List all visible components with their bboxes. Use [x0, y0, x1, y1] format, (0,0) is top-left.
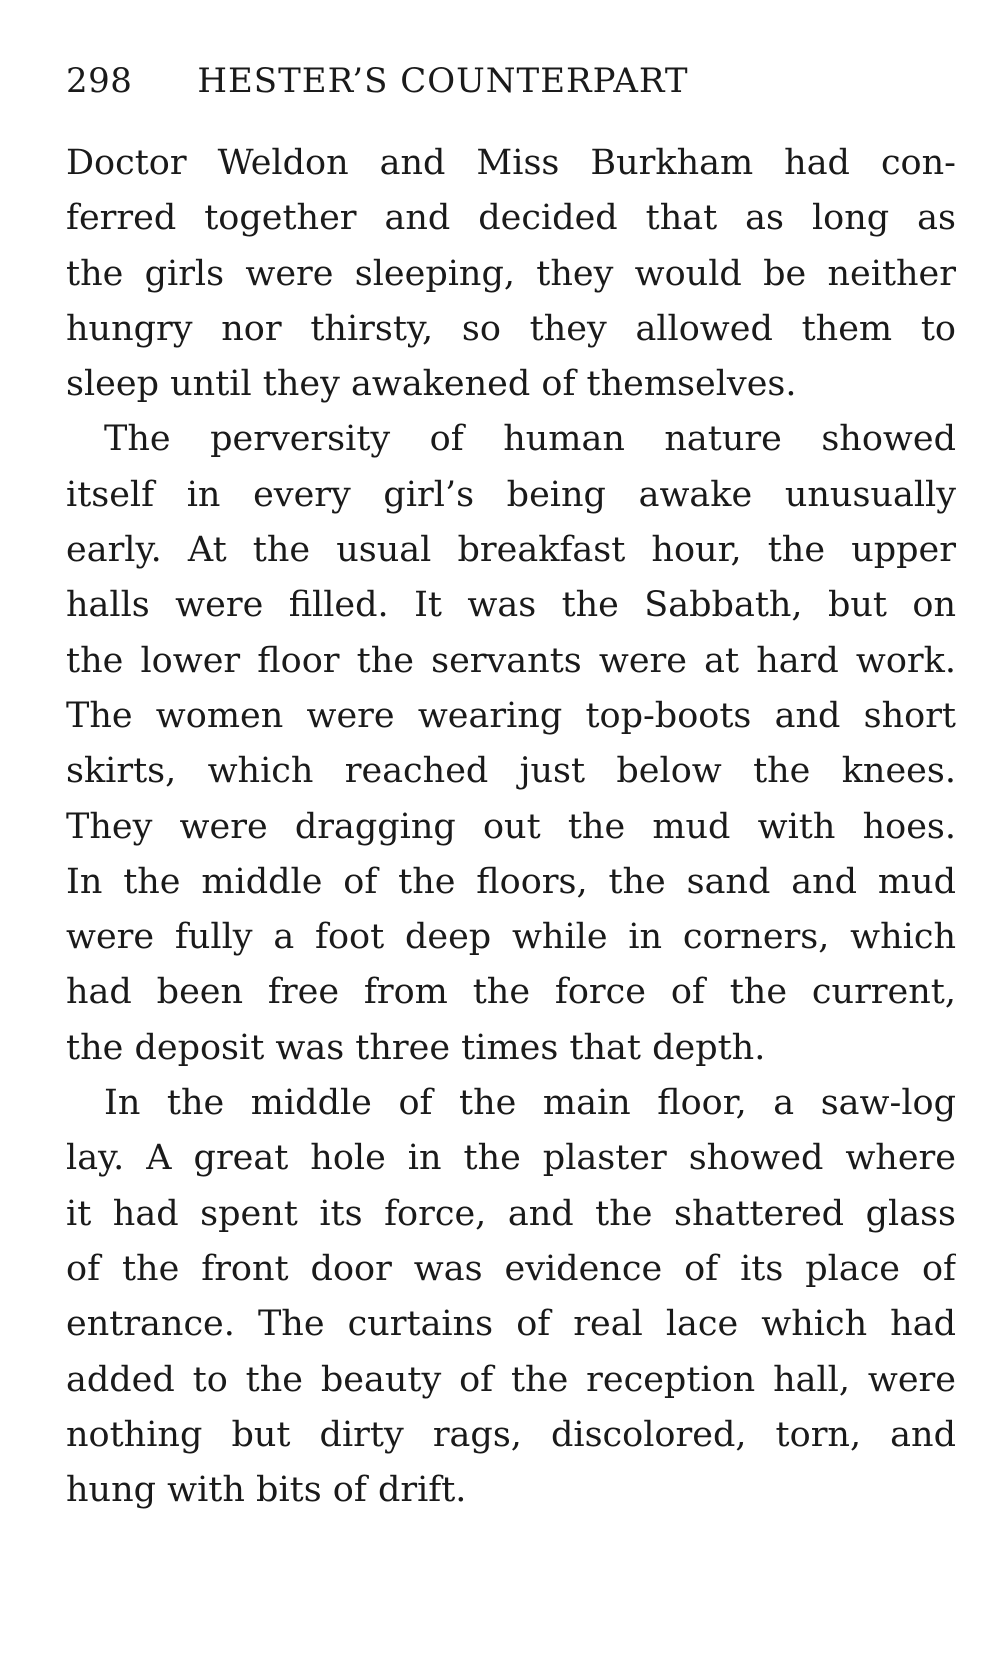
text-line: added to the beauty of the reception hall, were: [66, 1359, 956, 1400]
text-line: The women were wearing top-boots and short: [66, 695, 956, 736]
text-line: skirts, which reached just below the knees.: [66, 751, 956, 792]
text-line: sleep until they awakened of themselves.: [66, 364, 797, 405]
text-line: entrance. The curtains of real lace which had: [66, 1304, 956, 1345]
running-head: [66, 58, 786, 104]
page-number: 298: [66, 61, 133, 101]
text-line: In the middle of the main floor, a saw-log: [104, 1083, 956, 1124]
book-title: HESTER’S COUNTERPART: [197, 61, 689, 101]
text-line: They were dragging out the mud with hoes.: [66, 806, 956, 847]
paragraph-1: [66, 136, 956, 412]
text-line: Doctor Weldon and Miss Burkham had con-: [66, 143, 956, 183]
text-line: had been free from the force of the current,: [66, 972, 956, 1013]
paragraph-3: [66, 1076, 956, 1518]
body-text: [66, 136, 956, 1518]
text-line: hungry nor thirsty, so they allowed them to: [66, 308, 956, 349]
text-line: the lower floor the servants were at hard work.: [66, 640, 956, 681]
text-line: the girls were sleeping, they would be neither: [66, 253, 956, 294]
text-line: early. At the usual breakfast hour, the upper: [66, 530, 956, 571]
text-line: hung with bits of drift.: [66, 1470, 467, 1511]
paragraph-2: [66, 412, 956, 1076]
text-line: itself in every girl’s being awake unusually: [66, 474, 956, 515]
text-line: it had spent its force, and the shattered glass: [66, 1193, 956, 1234]
text-line: of the front door was evidence of its place of: [66, 1248, 956, 1289]
text-line: were fully a foot deep while in corners, which: [66, 917, 956, 958]
text-line: ferred together and decided that as long as: [66, 198, 956, 239]
text-line: halls were filled. It was the Sabbath, but on: [66, 585, 956, 626]
text-line: the deposit was three times that depth.: [66, 1027, 766, 1068]
text-line: lay. A great hole in the plaster showed where: [66, 1138, 956, 1179]
text-line: In the middle of the floors, the sand and mud: [66, 861, 956, 902]
text-line: nothing but dirty rags, discolored, torn, and: [66, 1414, 956, 1455]
text-line: The perversity of human nature showed: [104, 419, 956, 460]
